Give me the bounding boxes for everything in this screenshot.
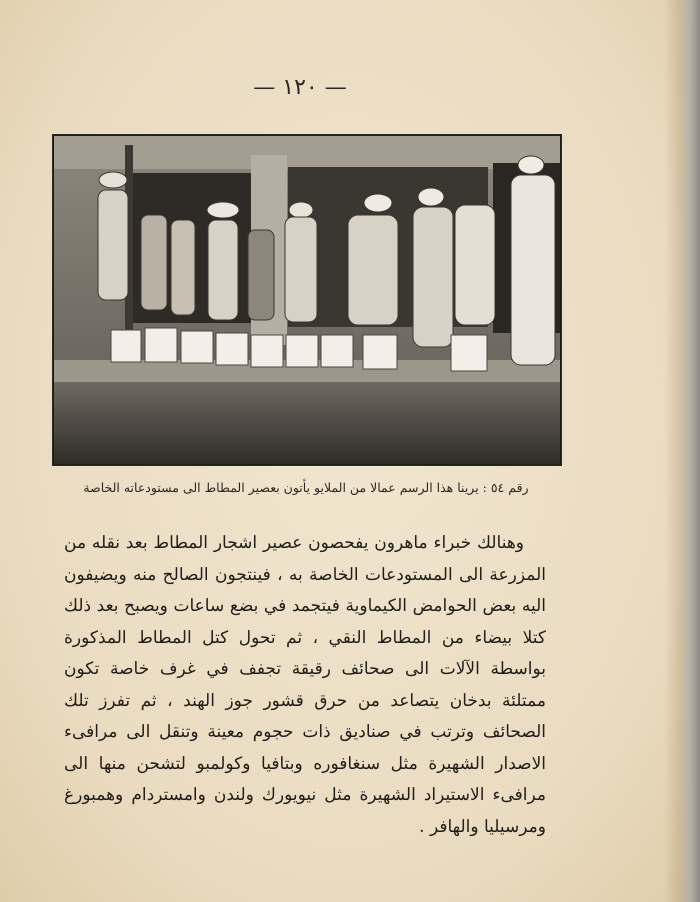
figure-caption: رقم ٥٤ : يرينا هذا الرسم عمالا من الملايو يأتون بعصير المطاط الى مستودعاته الخاصة — [83, 480, 529, 495]
book-spine-shadow — [664, 0, 700, 902]
workers-photo-illustration — [53, 135, 561, 465]
figure-photograph — [52, 134, 562, 466]
page-number: — ١٢٠ — — [253, 74, 347, 100]
body-text — [64, 528, 546, 843]
body-paragraph: وهنالك خبراء ماهرون يفحصون عصير اشجار المطاط بعد نقله من المزرعة الى المستودعات الخاصة به ، فينتجون الصالح منه ويضيفون اليه بعض الحوامض الكيماوية فيتجمد في بضع ساعات ويصبح بعد ذلك كتلا بيضاء من المطاط النقي ، ثم تحول كتل المطاط المذكورة بواسطة الآلات الى صحائف رقيقة تجفف في غرف خاصة تكون ممتلئة بدخان يتصاعد من حرق قشور جوز الهند ، ثم تفرز تلك الصحائف وترتب في صناديق ذات حجوم معينة وتنقل الى مرافىء الاصدار الشهيرة مثل سنغافوره وبتافيا وكولمبو لتشحن منها الى مرافىء الاستيراد الشهيرة مثل نيويورك ولندن وامستردام وهمبورغ ومرسيليا والهافر . — [64, 533, 546, 837]
